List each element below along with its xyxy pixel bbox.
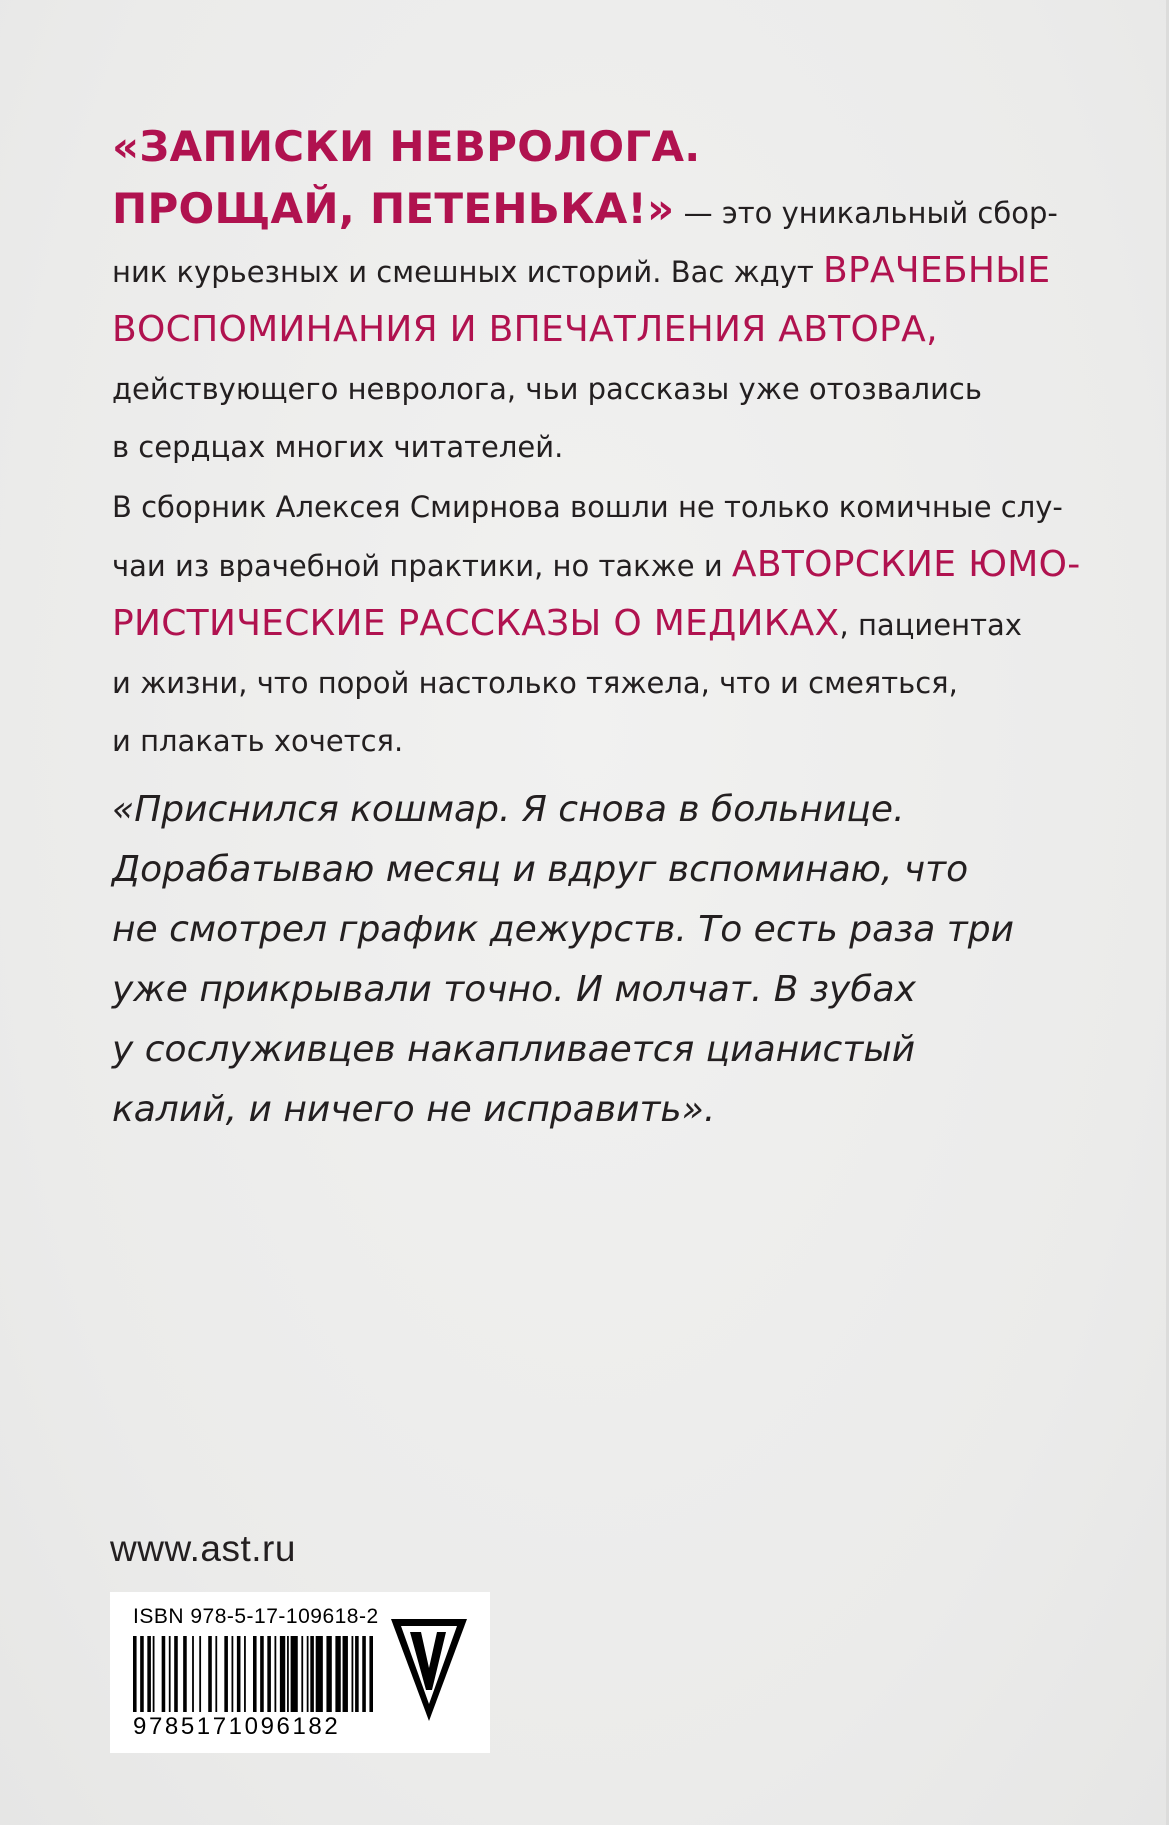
- quote-line: уже прикрывали точно. И молчат. В зубах: [112, 969, 916, 1010]
- barcode-bar: [199, 1636, 201, 1712]
- barcode-bar: [267, 1636, 271, 1712]
- barcode-icon: [133, 1636, 373, 1712]
- barcode-bar: [183, 1636, 187, 1712]
- collection-text-d: и жизни, что порой настолько тяжела, что и смеяться,: [112, 666, 958, 700]
- barcode-bar: [169, 1636, 171, 1712]
- intro-line-3: [112, 242, 1072, 301]
- collection-paragraph: [112, 478, 1081, 770]
- barcode-bar: [352, 1636, 354, 1712]
- intro-text-d: в сердцах многих читателей.: [112, 430, 564, 464]
- collection-text-a: В сборник Алексея Смирнова вошли не только комичные слу-: [112, 490, 1063, 524]
- barcode-bar: [301, 1636, 303, 1712]
- intro-highlight-a: ВРАЧЕБНЫЕ: [822, 250, 1051, 291]
- barcode-bar: [147, 1636, 151, 1712]
- barcode-bar: [335, 1636, 340, 1712]
- quote-line: не смотрел график дежурств. То есть раза три: [112, 909, 1015, 950]
- barcode-bar: [326, 1636, 331, 1712]
- barcode-bar: [260, 1636, 264, 1712]
- barcode-bar: [355, 1636, 359, 1712]
- barcode-bar: [215, 1636, 217, 1712]
- collection-text-b: чаи из врачебной практики, но также и: [112, 549, 732, 583]
- intro-text-a: — это уникальный сбор-: [674, 196, 1058, 230]
- barcode-bar: [291, 1636, 298, 1712]
- quote-line: калий, и ничего не исправить».: [112, 1089, 716, 1130]
- barcode-bar: [307, 1636, 309, 1712]
- intro-line-4: [112, 301, 1072, 360]
- collection-text-c: , пациентах: [839, 608, 1022, 642]
- isbn-label: ISBN 978-5-17-109618-2: [133, 1605, 379, 1628]
- collection-highlight-a: АВТОРСКИЕ ЮМО-: [731, 544, 1081, 585]
- barcode-bar: [310, 1636, 314, 1712]
- barcode-bar: [224, 1636, 228, 1712]
- quote-line: у сослуживцев накапливается цианистый: [112, 1029, 916, 1070]
- intro-line-1: [112, 118, 1072, 180]
- barcode-bar: [208, 1636, 212, 1712]
- barcode-bar: [369, 1636, 373, 1712]
- quote-line: «Приснился кошмар. Я снова в больнице.: [112, 789, 905, 830]
- barcode-bar: [280, 1636, 285, 1712]
- barcode-bar: [232, 1636, 234, 1712]
- collection-highlight-b: РИСТИЧЕСКИЕ РАССКАЗЫ О МЕДИКАХ: [112, 603, 840, 644]
- v-triangle-icon: [388, 1616, 470, 1724]
- barcode-bar: [274, 1636, 276, 1712]
- collection-line-2: [112, 536, 1081, 595]
- collection-line-3: [112, 595, 1072, 654]
- collection-text-e: и плакать хочется.: [112, 724, 404, 758]
- barcode-bar: [316, 1636, 323, 1712]
- barcode-bar: [192, 1636, 194, 1712]
- barcode-bar: [140, 1636, 144, 1712]
- barcode-bar: [362, 1636, 366, 1712]
- barcode-panel: [110, 1592, 490, 1753]
- book-quote: [112, 780, 1072, 1140]
- barcode-bar: [162, 1636, 166, 1712]
- book-title-line-1: «ЗАПИСКИ НЕВРОЛОГА.: [112, 122, 701, 171]
- barcode-bar: [133, 1636, 137, 1712]
- intro-highlight-b: ВОСПОМИНАНИЯ И ВПЕЧАТЛЕНИЯ АВТОРА,: [112, 309, 938, 350]
- book-title-line-2: ПРОЩАЙ, ПЕТЕНЬКА!»: [112, 184, 675, 233]
- intro-text-c: действующего невролога, чьи рассказы уже отозвались: [112, 372, 982, 406]
- barcode-bar: [237, 1636, 241, 1712]
- intro-paragraph: [112, 118, 1072, 476]
- quote-line: Дорабатываю месяц и вдруг вспоминаю, что: [112, 849, 969, 890]
- barcode-digits: 9785171096182: [133, 1713, 341, 1740]
- barcode-bar: [253, 1636, 257, 1712]
- barcode-bar: [287, 1636, 289, 1712]
- intro-text-b: ник курьезных и смешных историй. Вас ждут: [112, 255, 823, 289]
- barcode-bar: [343, 1636, 348, 1712]
- barcode-bar: [174, 1636, 178, 1712]
- publisher-website[interactable]: www.ast.ru: [110, 1528, 296, 1569]
- intro-line-2: [112, 180, 1072, 242]
- barcode-bar: [153, 1636, 155, 1712]
- barcode-bar: [244, 1636, 246, 1712]
